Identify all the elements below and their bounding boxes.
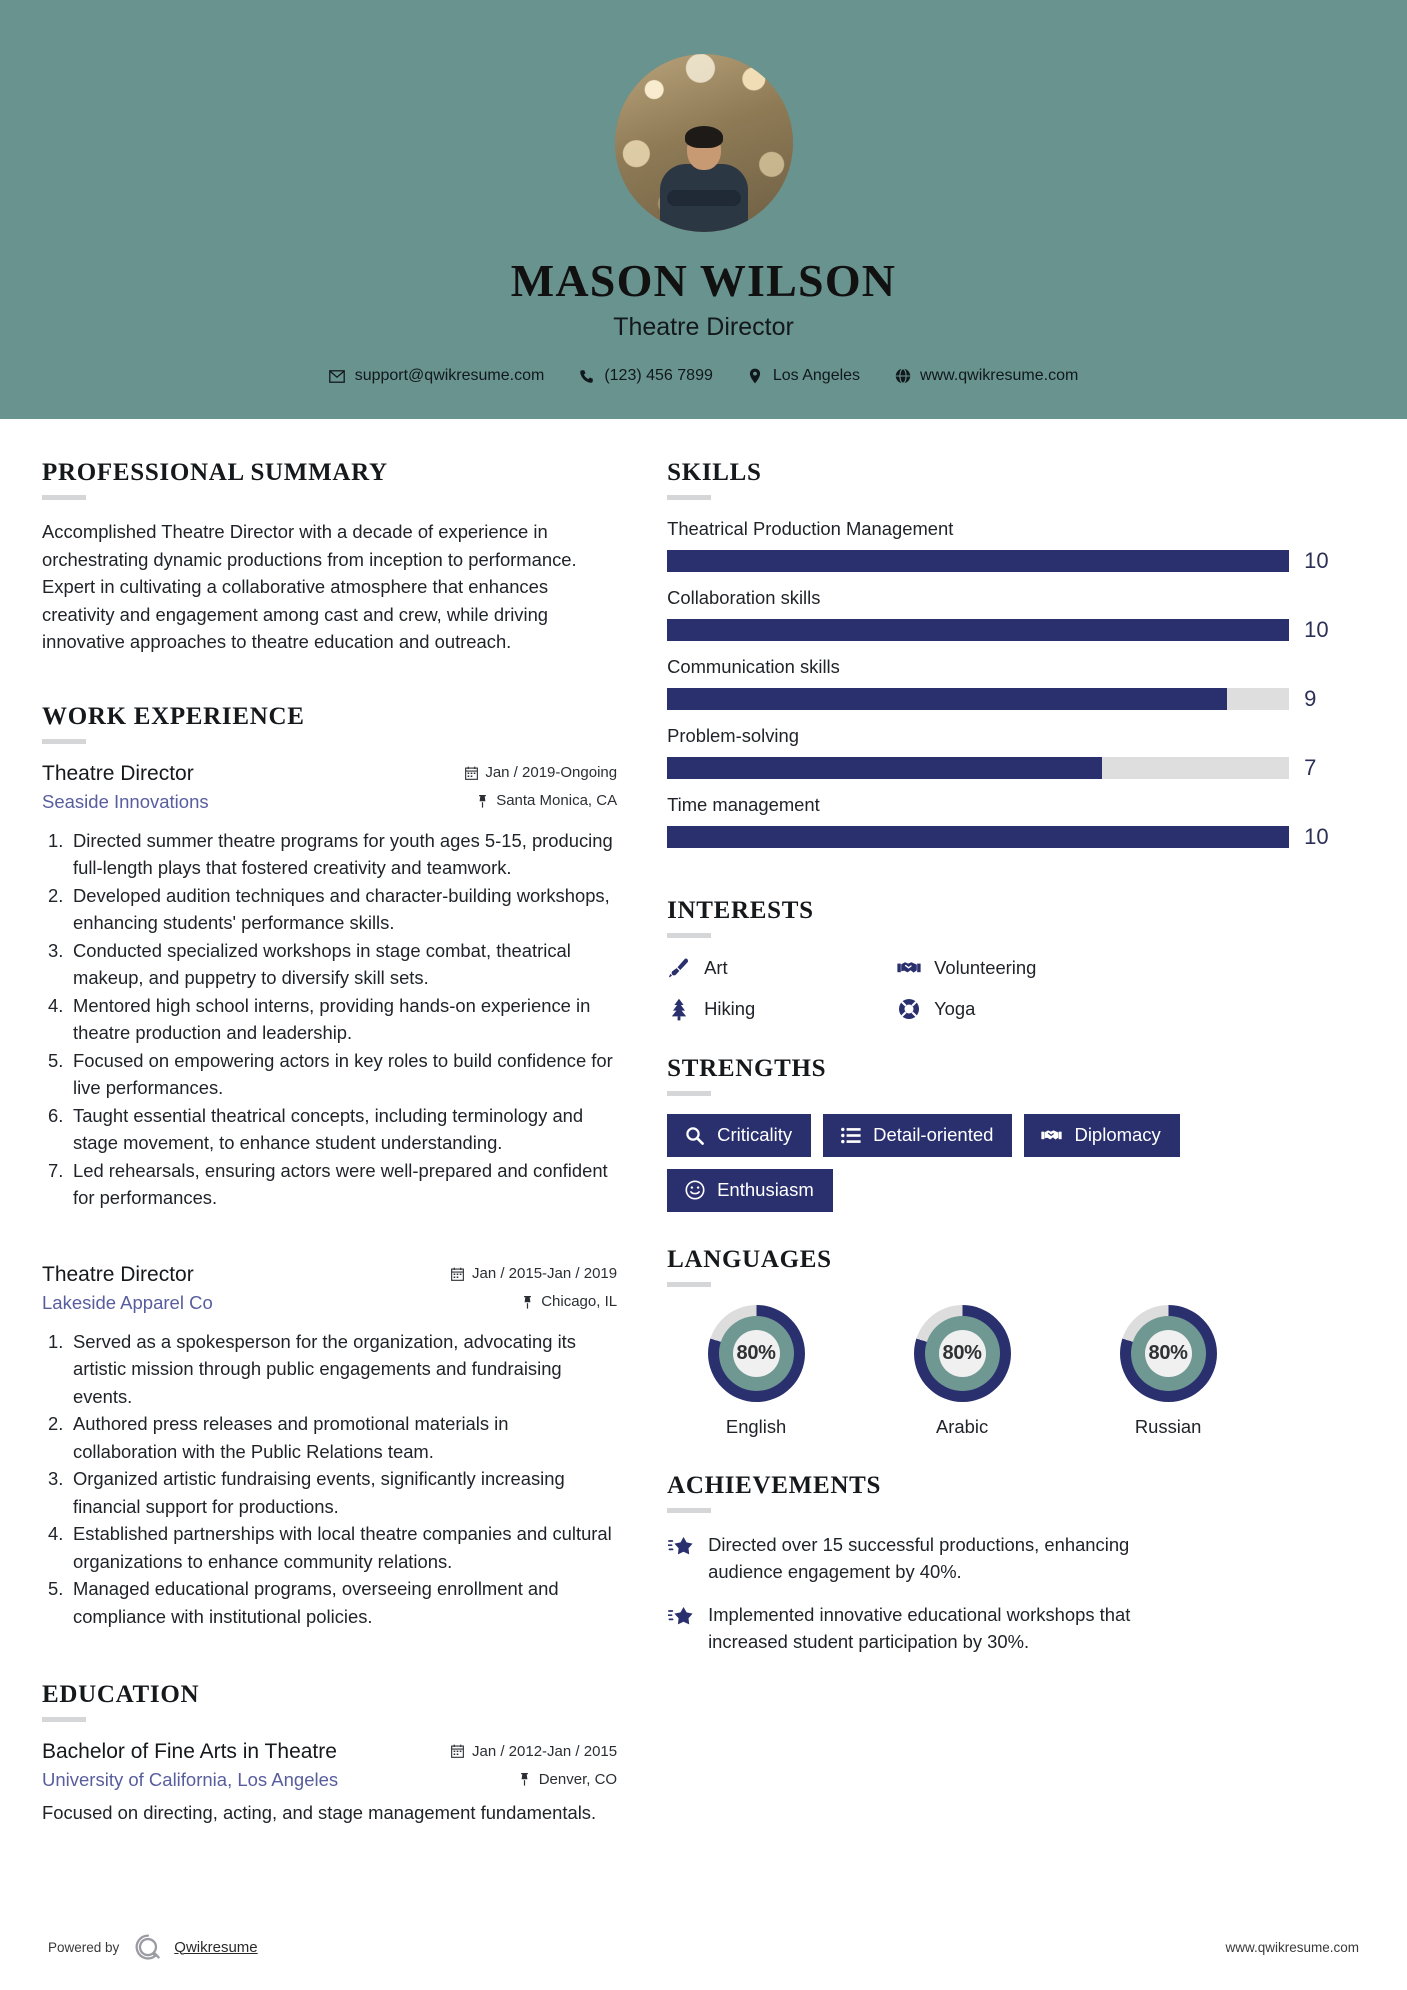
work-bullet: Developed audition techniques and character-building workshops, enhancing students' performance skills.: [73, 884, 610, 933]
achievement-item: [667, 1531, 1365, 1585]
pin-icon: [518, 1772, 532, 1787]
section-strengths: [667, 1055, 1365, 1212]
handshake-icon: [897, 956, 921, 980]
interest-label: Volunteering: [934, 957, 1037, 978]
contact-website[interactable]: [894, 367, 1078, 385]
globe-icon: [894, 368, 911, 385]
right-column: [651, 459, 1365, 1831]
skill-label: Collaboration skills: [667, 587, 821, 608]
section-heading: WORK EXPERIENCE: [42, 702, 305, 730]
strength-label: Enthusiasm: [717, 1179, 814, 1200]
section-achievements: [667, 1472, 1365, 1655]
strength-badge: [823, 1114, 1012, 1157]
section-heading: ACHIEVEMENTS: [667, 1472, 882, 1499]
work-entry-subheader: [42, 786, 617, 813]
work-bullet: Taught essential theatrical concepts, including terminology and stage movement, to enhance student understanding.: [73, 1104, 584, 1153]
section-divider: [667, 495, 711, 500]
section-divider: [667, 933, 711, 938]
donut-center: [1145, 1330, 1192, 1377]
avatar-arms: [667, 190, 741, 206]
section-divider: [42, 739, 86, 744]
section-professional-summary: [42, 459, 617, 656]
section-divider: [667, 1508, 711, 1513]
qwikresume-logo-icon: [133, 1932, 163, 1962]
achievement-item: [667, 1601, 1365, 1655]
language-donut: [914, 1305, 1011, 1402]
avatar-hair: [685, 126, 723, 148]
language-percent: 80%: [942, 1342, 982, 1364]
education-dates: [451, 1743, 617, 1760]
skill-fill: [667, 757, 1102, 779]
strength-badge: [1024, 1114, 1179, 1157]
language-percent: 80%: [736, 1342, 776, 1364]
strength-label: Diplomacy: [1074, 1124, 1161, 1145]
contact-phone[interactable]: [578, 367, 713, 385]
left-column: [42, 459, 651, 1831]
achievement-text: Directed over 15 successful productions, enhancing audience engagement by 40%.: [708, 1534, 1130, 1582]
work-bullet: Managed educational programs, overseeing enrollment and compliance with institutional policies.: [73, 1578, 559, 1627]
contact-email[interactable]: [329, 367, 545, 385]
resume-body: [0, 419, 1407, 1831]
skill-bar-row: [667, 548, 1365, 574]
skill-label: Problem-solving: [667, 725, 799, 746]
work-dates-text: Jan / 2015-Jan / 2019: [471, 1265, 618, 1282]
skill-bar-row: [667, 617, 1365, 643]
contact-website-text: www.qwikresume.com: [920, 367, 1079, 384]
education-entry-subheader: [42, 1764, 617, 1791]
education-entry: [42, 1740, 617, 1827]
work-location-text: Santa Monica, CA: [496, 792, 618, 809]
work-job-title: Theatre Director: [42, 1262, 194, 1286]
contact-email-text: support@qwikresume.com: [354, 367, 545, 384]
language-donut: [1120, 1305, 1217, 1402]
language-label: English: [725, 1416, 787, 1437]
section-divider: [667, 1091, 711, 1096]
work-bullet: Organized artistic fundraising events, significantly increasing financial support for productions.: [73, 1468, 565, 1517]
skill-item: [667, 518, 1365, 574]
star-shine-icon: [667, 1603, 694, 1630]
work-dates: [464, 764, 617, 781]
strength-badge: [667, 1114, 811, 1157]
languages-list: [667, 1305, 1365, 1438]
strength-label: Criticality: [717, 1124, 793, 1145]
work-bullet: Focused on empowering actors in key roles to build confidence for live performances.: [73, 1049, 613, 1098]
page-title: MASON WILSON: [510, 255, 897, 306]
work-entry: [42, 762, 617, 1212]
skill-value: 10: [1304, 617, 1329, 642]
work-bullet: Directed summer theatre programs for youth ages 5-15, producing full-length plays that fostered creativity and teamwork.: [73, 829, 613, 878]
achievement-text: Implemented innovative educational workshops that increased student participation by 30%.: [708, 1604, 1131, 1652]
interest-item: [667, 956, 897, 980]
strength-label: Detail-oriented: [873, 1124, 994, 1145]
work-bullet: Mentored high school interns, providing hands-on experience in theatre production and leadership.: [73, 994, 591, 1043]
section-heading: PROFESSIONAL SUMMARY: [42, 459, 388, 486]
work-entry: [42, 1263, 617, 1631]
contact-location-text: Los Angeles: [772, 367, 861, 384]
language-item: [877, 1305, 1047, 1438]
education-location-text: Denver, CO: [538, 1770, 618, 1788]
education-description: Focused on directing, acting, and stage management fundamentals.: [42, 1802, 597, 1823]
skill-track: [667, 757, 1289, 779]
calendar-icon: [451, 1744, 465, 1759]
work-organization[interactable]: Seaside Innovations: [42, 790, 209, 812]
envelope-icon: [329, 368, 346, 385]
language-item: [1083, 1305, 1253, 1438]
work-location: [475, 792, 617, 809]
magnifier-icon: [684, 1125, 705, 1146]
language-label: Russian: [1134, 1416, 1202, 1437]
work-job-title: Theatre Director: [42, 761, 194, 785]
section-heading: STRENGTHS: [667, 1055, 827, 1082]
smiley-icon: [684, 1180, 705, 1201]
list-icon: [840, 1125, 861, 1146]
skill-bar-row: [667, 755, 1365, 781]
language-donut: [708, 1305, 805, 1402]
interest-item: [897, 997, 1365, 1021]
work-bullets: [42, 827, 617, 1212]
work-dates: [451, 1265, 617, 1282]
qwikresume-brand-link[interactable]: Qwikresume: [174, 1938, 258, 1956]
skill-value: 10: [1304, 548, 1329, 573]
work-location-text: Chicago, IL: [541, 1293, 618, 1310]
work-location: [520, 1293, 617, 1310]
section-education: [42, 1681, 617, 1827]
phone-icon: [578, 368, 595, 385]
interest-item: [897, 956, 1365, 980]
skill-item: [667, 725, 1365, 781]
interest-item: [667, 997, 897, 1021]
skill-value: 10: [1304, 824, 1329, 849]
education-degree: Bachelor of Fine Arts in Theatre: [42, 1740, 337, 1763]
work-entry-header: [42, 1263, 617, 1287]
skill-item: [667, 794, 1365, 850]
life-ring-icon: [897, 997, 921, 1021]
powered-by-block: [48, 1932, 258, 1962]
handshake-icon: [1041, 1125, 1062, 1146]
education-entry-header: [42, 1740, 617, 1764]
section-heading: EDUCATION: [42, 1681, 200, 1708]
interest-label: Hiking: [704, 998, 756, 1019]
work-bullet: Established partnerships with local theatre companies and cultural organizations to enhance community relations.: [73, 1523, 612, 1572]
education-school[interactable]: University of California, Los Angeles: [42, 1769, 339, 1790]
education-dates-text: Jan / 2012-Jan / 2015: [471, 1742, 618, 1760]
work-entry-subheader: [42, 1287, 617, 1314]
section-divider: [42, 495, 86, 500]
skill-track: [667, 619, 1289, 641]
powered-by-label: Powered by: [48, 1939, 120, 1955]
work-bullet: Authored press releases and promotional materials in collaboration with the Public Relations team.: [73, 1413, 509, 1462]
education-location: [518, 1771, 617, 1788]
skill-fill: [667, 826, 1289, 848]
work-dates-text: Jan / 2019-Ongoing: [485, 764, 618, 781]
section-divider: [667, 1282, 711, 1287]
work-bullets: [42, 1328, 617, 1631]
skill-fill: [667, 619, 1289, 641]
interest-label: Art: [704, 957, 728, 978]
skill-track: [667, 550, 1289, 572]
section-work-experience: [42, 703, 617, 1631]
contact-bar: [0, 367, 1407, 385]
work-bullet: Conducted specialized workshops in stage combat, theatrical makeup, and puppetry to diversify skill sets.: [73, 939, 571, 988]
star-shine-icon: [667, 1533, 694, 1560]
skill-item: [667, 656, 1365, 712]
skill-label: Theatrical Production Management: [667, 518, 954, 539]
section-divider: [42, 1717, 86, 1722]
footer-website[interactable]: www.qwikresume.com: [1225, 1939, 1359, 1955]
language-percent: 80%: [1148, 1342, 1188, 1364]
pin-icon: [520, 1294, 534, 1309]
job-title-subtitle: Theatre Director: [613, 313, 794, 341]
section-languages: [667, 1246, 1365, 1438]
tree-icon: [667, 997, 691, 1021]
contact-phone-text: (123) 456 7899: [604, 367, 713, 384]
skill-fill: [667, 550, 1289, 572]
work-bullet: Served as a spokesperson for the organization, advocating its artistic mission through public engagements and fundraising events.: [73, 1330, 576, 1407]
avatar: [615, 54, 793, 232]
skill-item: [667, 587, 1365, 643]
work-bullet: Led rehearsals, ensuring actors were well-prepared and confident for performances.: [73, 1159, 608, 1208]
calendar-icon: [464, 765, 478, 780]
map-pin-icon: [747, 368, 764, 385]
resume-header: [0, 0, 1407, 419]
resume-footer: [0, 1932, 1407, 1962]
summary-text: Accomplished Theatre Director with a decade of experience in orchestrating dynamic productions from inception to performance. Expert in cultivating a collaborative atmosphere that enhances creativity and engagement among cast and crew, while driving innovative approaches to theatre education and outreach.: [42, 521, 577, 652]
pin-icon: [475, 793, 489, 808]
donut-center: [939, 1330, 986, 1377]
skill-label: Time management: [667, 794, 820, 815]
skill-value: 9: [1304, 686, 1317, 711]
skill-track: [667, 826, 1289, 848]
avatar-portrait: [658, 124, 750, 232]
language-item: [671, 1305, 841, 1438]
paintbrush-icon: [667, 956, 691, 980]
skill-track: [667, 688, 1289, 710]
section-heading: INTERESTS: [667, 897, 814, 924]
skill-label: Communication skills: [667, 656, 840, 677]
section-heading: SKILLS: [667, 459, 762, 486]
work-entry-header: [42, 762, 617, 786]
language-label: Arabic: [936, 1416, 989, 1437]
calendar-icon: [451, 1266, 465, 1281]
skill-value: 7: [1304, 755, 1317, 780]
strengths-list: [667, 1114, 1327, 1212]
interest-label: Yoga: [934, 998, 976, 1019]
section-heading: LANGUAGES: [667, 1246, 832, 1273]
contact-location[interactable]: [747, 367, 860, 385]
interests-grid: [667, 956, 1365, 1021]
work-organization[interactable]: Lakeside Apparel Co: [42, 1291, 213, 1313]
skill-bar-row: [667, 824, 1365, 850]
donut-center: [733, 1330, 780, 1377]
skill-bar-row: [667, 686, 1365, 712]
skill-fill: [667, 688, 1227, 710]
strength-badge: [667, 1169, 833, 1212]
section-skills: [667, 459, 1365, 850]
section-interests: [667, 897, 1365, 1021]
